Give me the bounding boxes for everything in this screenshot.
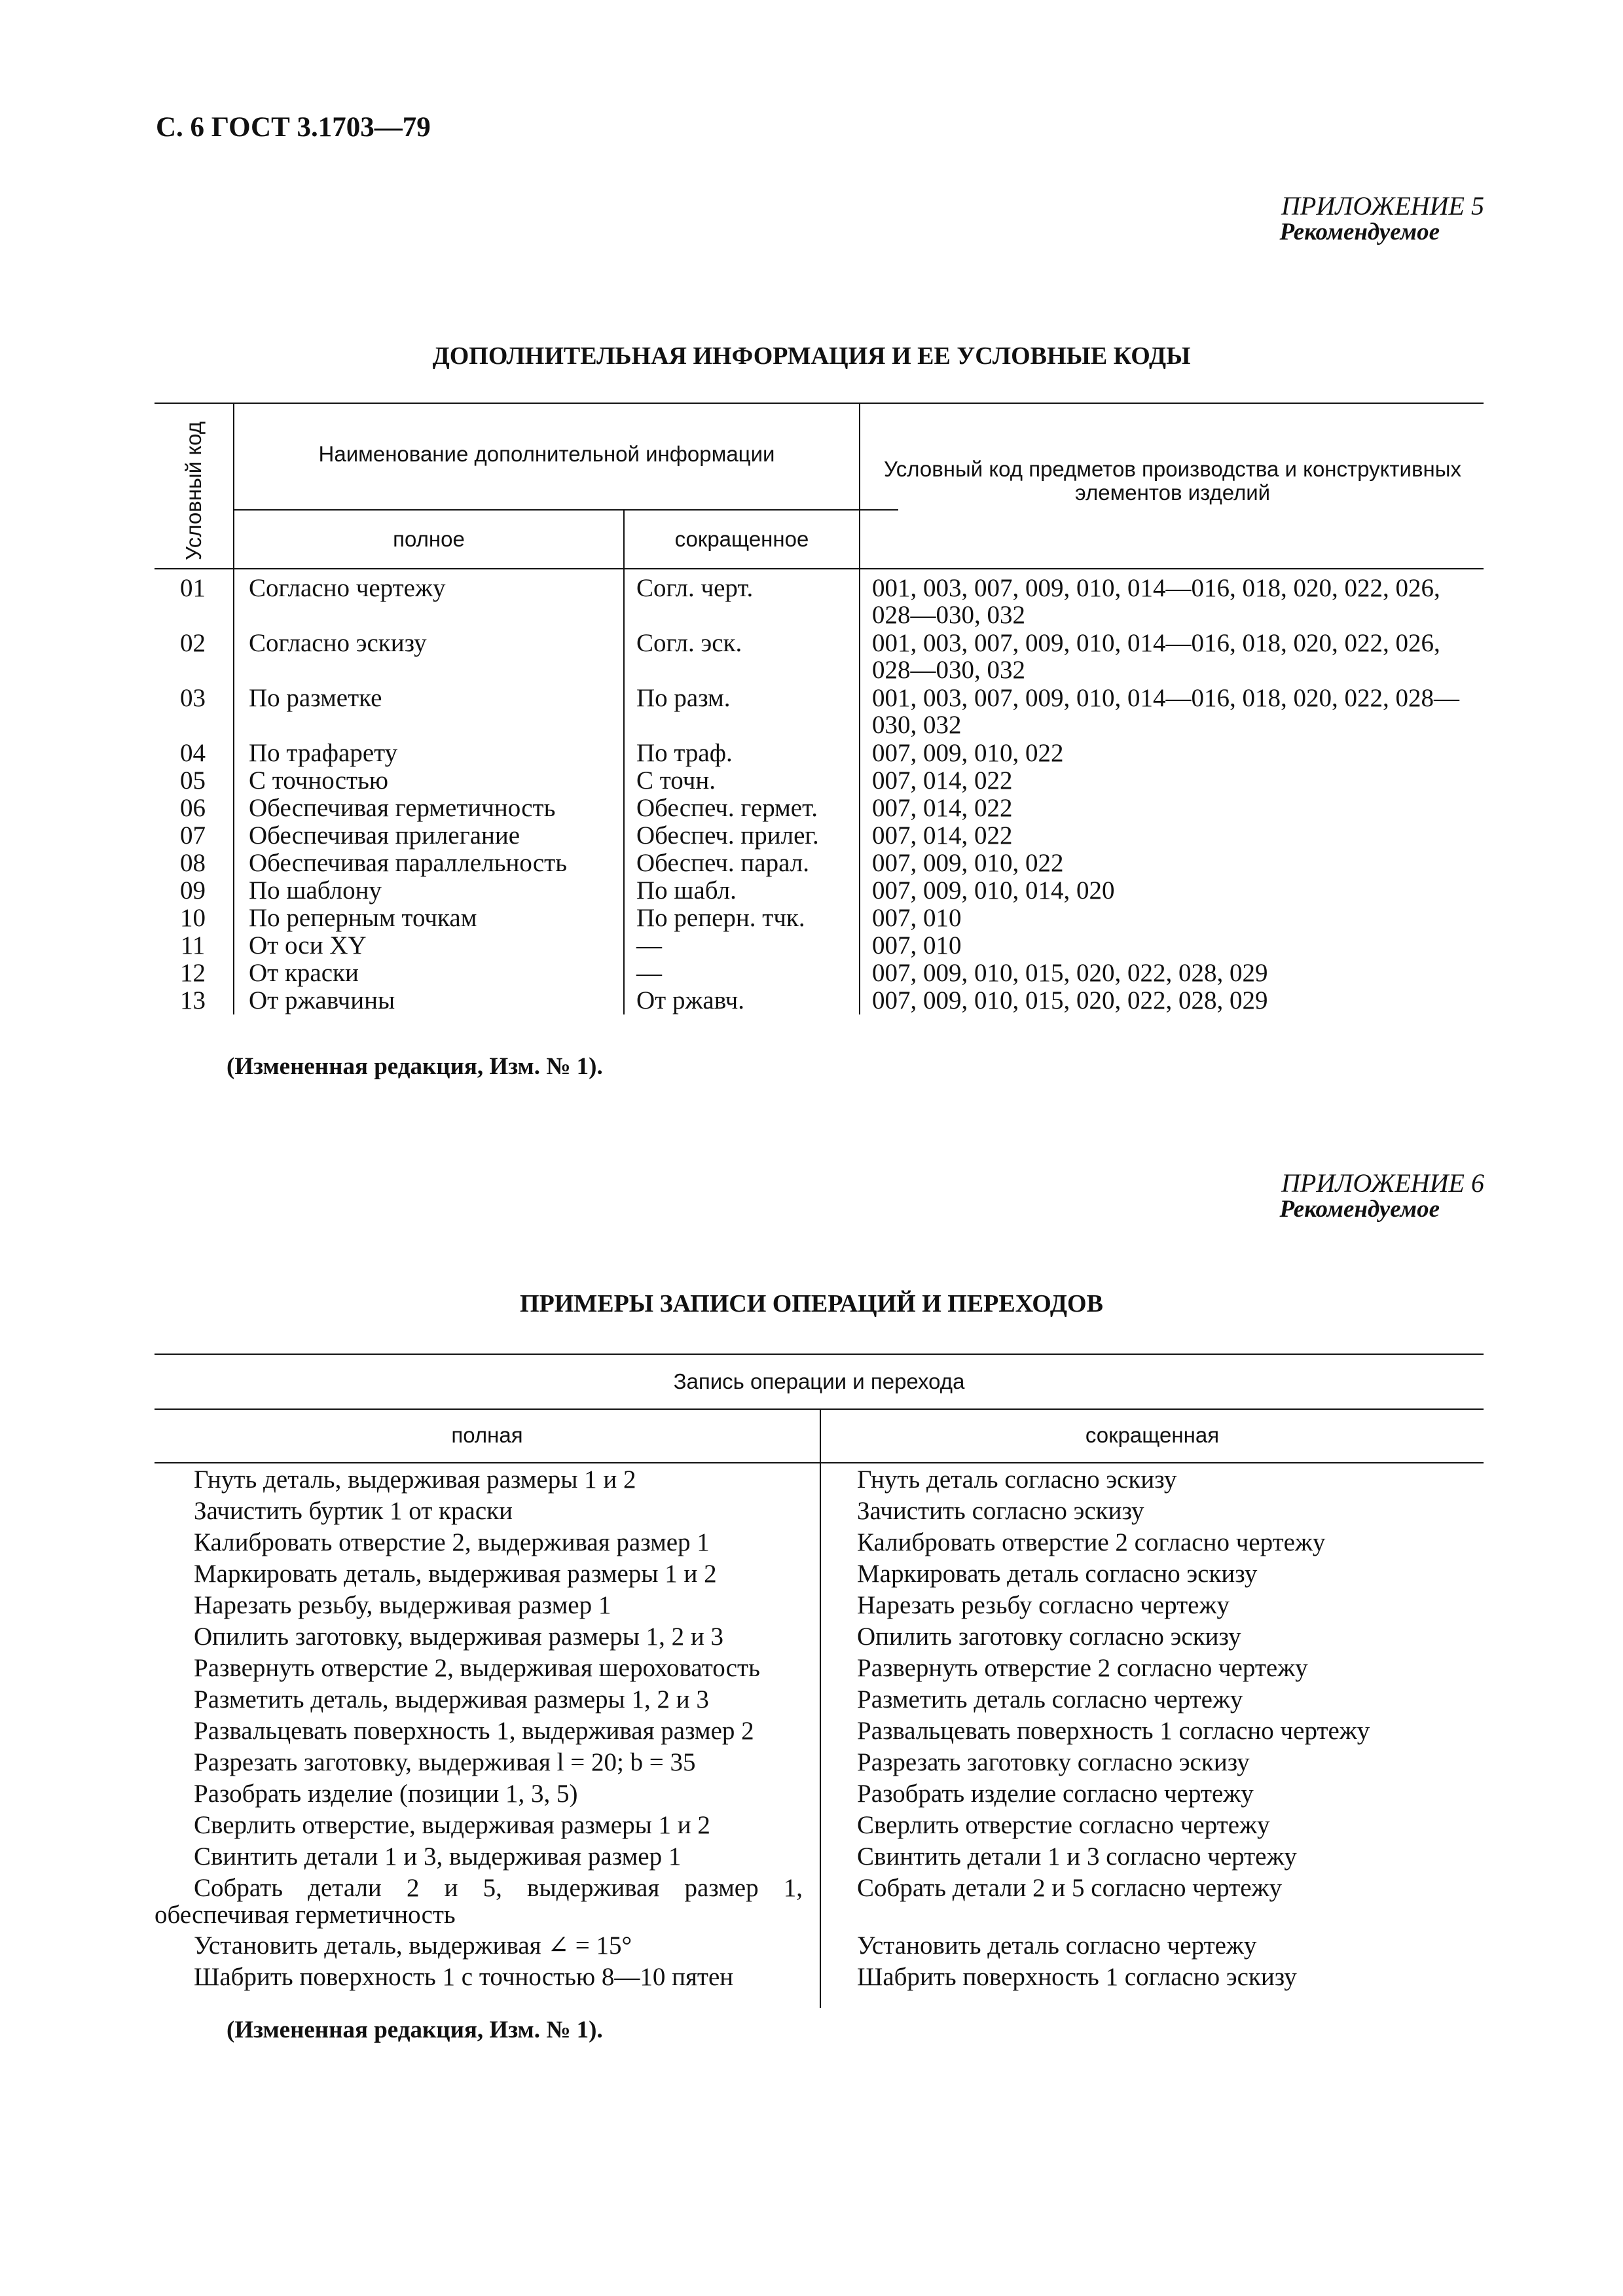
row-code: 09: [180, 876, 206, 905]
table1-col-divider-1: [233, 403, 234, 1014]
row-short: Согл. эск.: [636, 629, 742, 657]
row-full: Установить деталь, выдерживая ∠ = 15°: [194, 1931, 632, 1960]
row-short: Развальцевать поверхность 1 согласно чертежу: [857, 1717, 1370, 1745]
row-code: 08: [180, 849, 206, 877]
row-full: Сверлить отверстие, выдерживая размеры 1 и 2: [194, 1811, 710, 1839]
row-short: С точн.: [636, 766, 716, 795]
row-full: По разметке: [249, 684, 382, 712]
table2-revision-note: (Измененная редакция, Изм. № 1).: [227, 2017, 603, 2043]
appendix-6-status: Рекомендуемое: [1279, 1196, 1440, 1223]
row-code: 05: [180, 766, 206, 795]
row-short: Установить деталь согласно чертежу: [857, 1931, 1257, 1960]
table1-header-name-group: Наименование дополнительной информации: [318, 442, 775, 466]
row-short: По разм.: [636, 684, 731, 712]
table2-top-rule: [155, 1354, 1484, 1355]
row-short: Зачистить согласно эскизу: [857, 1497, 1144, 1525]
row-code: 11: [180, 931, 206, 960]
row-short: Обеспеч. гермет.: [636, 794, 818, 822]
row-short: Калибровать отверстие 2 согласно чертежу: [857, 1528, 1326, 1556]
row-short: Обеспеч. прилег.: [636, 821, 819, 850]
row-short: Маркировать деталь согласно эскизу: [857, 1560, 1258, 1588]
appendix-6-label-block: [1280, 1170, 1485, 1223]
row-full: Согласно эскизу: [249, 629, 427, 657]
row-code: 03: [180, 684, 206, 712]
row-short: По траф.: [636, 739, 733, 767]
row-codes: 007, 014, 022: [872, 794, 1013, 822]
table1-title: ДОПОЛНИТЕЛЬНАЯ ИНФОРМАЦИЯ И ЕЕ УСЛОВНЫЕ КОДЫ: [432, 342, 1191, 370]
row-full: Развальцевать поверхность 1, выдерживая размер 2: [194, 1717, 754, 1745]
page-header: С. 6 ГОСТ 3.1703—79: [156, 112, 431, 143]
row-full: Обеспечивая герметичность: [249, 794, 556, 822]
table2-col-divider: [820, 1408, 821, 2008]
row-codes: 001, 003, 007, 009, 010, 014—016, 018, 020, 022, 026, 028—030, 032: [872, 574, 1440, 629]
additional-info-table: [155, 403, 1484, 1014]
row-codes: 007, 009, 010, 015, 020, 022, 028, 029: [872, 959, 1268, 987]
table2-header-full: полная: [451, 1423, 523, 1447]
row-full: Гнуть деталь, выдерживая размеры 1 и 2: [194, 1465, 636, 1494]
row-full: Обеспечивая параллельность: [249, 849, 567, 877]
row-code: 06: [180, 794, 206, 822]
row-full: Зачистить буртик 1 от краски: [194, 1497, 513, 1525]
appendix-5-label-block: [1280, 193, 1485, 245]
appendix-5-label: ПРИЛОЖЕНИЕ 5: [1281, 191, 1484, 221]
row-short: Обеспеч. парал.: [636, 849, 809, 877]
row-full: Маркировать деталь, выдерживая размеры 1 и 2: [194, 1560, 717, 1588]
row-short: Разметить деталь согласно чертежу: [857, 1685, 1243, 1713]
row-short: По шабл.: [636, 876, 737, 905]
table2-header-rule: [155, 1462, 1484, 1463]
row-full: Шабрить поверхность 1 с точностью 8—10 пятен: [194, 1963, 734, 1991]
table1-header-codes: Условный код предметов производства и конструктивных элементов изделий: [884, 457, 1461, 505]
table1-subheader-rule: [233, 509, 898, 511]
table1-col-divider-2: [623, 509, 625, 1014]
row-short: —: [636, 931, 662, 960]
row-full: С точностью: [249, 766, 389, 795]
row-short: Разрезать заготовку согласно эскизу: [857, 1748, 1250, 1776]
row-codes: 001, 003, 007, 009, 010, 014—016, 018, 020, 022, 028—030, 032: [872, 684, 1459, 739]
row-full: Разобрать изделие (позиции 1, 3, 5): [194, 1780, 578, 1808]
table2-header-group: Запись операции и перехода: [673, 1369, 965, 1393]
row-full: Опилить заготовку, выдерживая размеры 1, 2 и 3: [194, 1623, 723, 1651]
row-full: Нарезать резьбу, выдерживая размер 1: [194, 1591, 611, 1619]
row-short: Свинтить детали 1 и 3 согласно чертежу: [857, 1842, 1297, 1871]
row-code: 07: [180, 821, 206, 850]
table1-header-rule: [155, 568, 1484, 569]
row-full: Калибровать отверстие 2, выдерживая размер 1: [194, 1528, 710, 1556]
row-short: По реперн. тчк.: [636, 904, 805, 932]
row-full: Разрезать заготовку, выдерживая l = 20; b = 35: [194, 1748, 696, 1776]
row-codes: 007, 009, 010, 022: [872, 739, 1064, 767]
row-full: От оси XY: [249, 931, 367, 960]
row-short: Собрать детали 2 и 5 согласно чертежу: [857, 1874, 1283, 1902]
row-full: От краски: [249, 959, 359, 987]
table2-title: ПРИМЕРЫ ЗАПИСИ ОПЕРАЦИЙ И ПЕРЕХОДОВ: [520, 1290, 1103, 1318]
row-full: По реперным точкам: [249, 904, 477, 932]
row-short: Разобрать изделие согласно чертежу: [857, 1780, 1254, 1808]
row-short: Шабрить поверхность 1 согласно эскизу: [857, 1963, 1297, 1991]
row-code: 13: [180, 986, 206, 1014]
row-code: 04: [180, 739, 206, 767]
row-code: 12: [180, 959, 206, 987]
row-full: От ржавчины: [249, 986, 395, 1014]
row-codes: 007, 009, 010, 022: [872, 849, 1064, 877]
row-codes: 001, 003, 007, 009, 010, 014—016, 018, 020, 022, 026, 028—030, 032: [872, 629, 1440, 684]
row-full: Собрать детали 2 и 5, выдерживая размер 1, обеспечивая герметичность: [155, 1874, 803, 1929]
row-short: Опилить заготовку согласно эскизу: [857, 1623, 1241, 1651]
table1-header-full: полное: [393, 527, 465, 551]
row-full: По трафарету: [249, 739, 398, 767]
table1-header-short: сокращенное: [674, 527, 809, 551]
row-short: Сверлить отверстие согласно чертежу: [857, 1811, 1270, 1839]
row-codes: 007, 010: [872, 931, 962, 960]
row-codes: 007, 014, 022: [872, 766, 1013, 795]
row-code: 10: [180, 904, 206, 932]
row-code: 01: [180, 574, 206, 602]
row-full: По шаблону: [249, 876, 382, 905]
table1-revision-note: (Измененная редакция, Изм. № 1).: [227, 1053, 603, 1080]
operation-examples-table: [155, 1354, 1484, 2008]
row-short: Нарезать резьбу согласно чертежу: [857, 1591, 1230, 1619]
row-short: —: [636, 959, 662, 987]
table2-subheader-rule: [155, 1408, 1484, 1410]
table1-top-rule: [155, 403, 1484, 404]
appendix-6-label: ПРИЛОЖЕНИЕ 6: [1281, 1168, 1484, 1198]
row-codes: 007, 010: [872, 904, 962, 932]
row-full: Разметить деталь, выдерживая размеры 1, 2 и 3: [194, 1685, 709, 1713]
row-short: Гнуть деталь согласно эскизу: [857, 1465, 1177, 1494]
row-code: 02: [180, 629, 206, 657]
table1-header-code: Условный код: [181, 421, 206, 561]
row-short: От ржавч.: [636, 986, 745, 1014]
table2-header-short: сокращенная: [1085, 1423, 1220, 1447]
row-codes: 007, 009, 010, 014, 020: [872, 876, 1115, 905]
row-full: Обеспечивая прилегание: [249, 821, 520, 850]
row-full: Развернуть отверстие 2, выдерживая шероховатость: [194, 1654, 760, 1682]
row-short: Согл. черт.: [636, 574, 754, 602]
row-full: Согласно чертежу: [249, 574, 446, 602]
appendix-5-status: Рекомендуемое: [1279, 219, 1440, 245]
row-codes: 007, 009, 010, 015, 020, 022, 028, 029: [872, 986, 1268, 1014]
row-short: Развернуть отверстие 2 согласно чертежу: [857, 1654, 1308, 1682]
row-codes: 007, 014, 022: [872, 821, 1013, 850]
row-full: Свинтить детали 1 и 3, выдерживая размер 1: [194, 1842, 682, 1871]
